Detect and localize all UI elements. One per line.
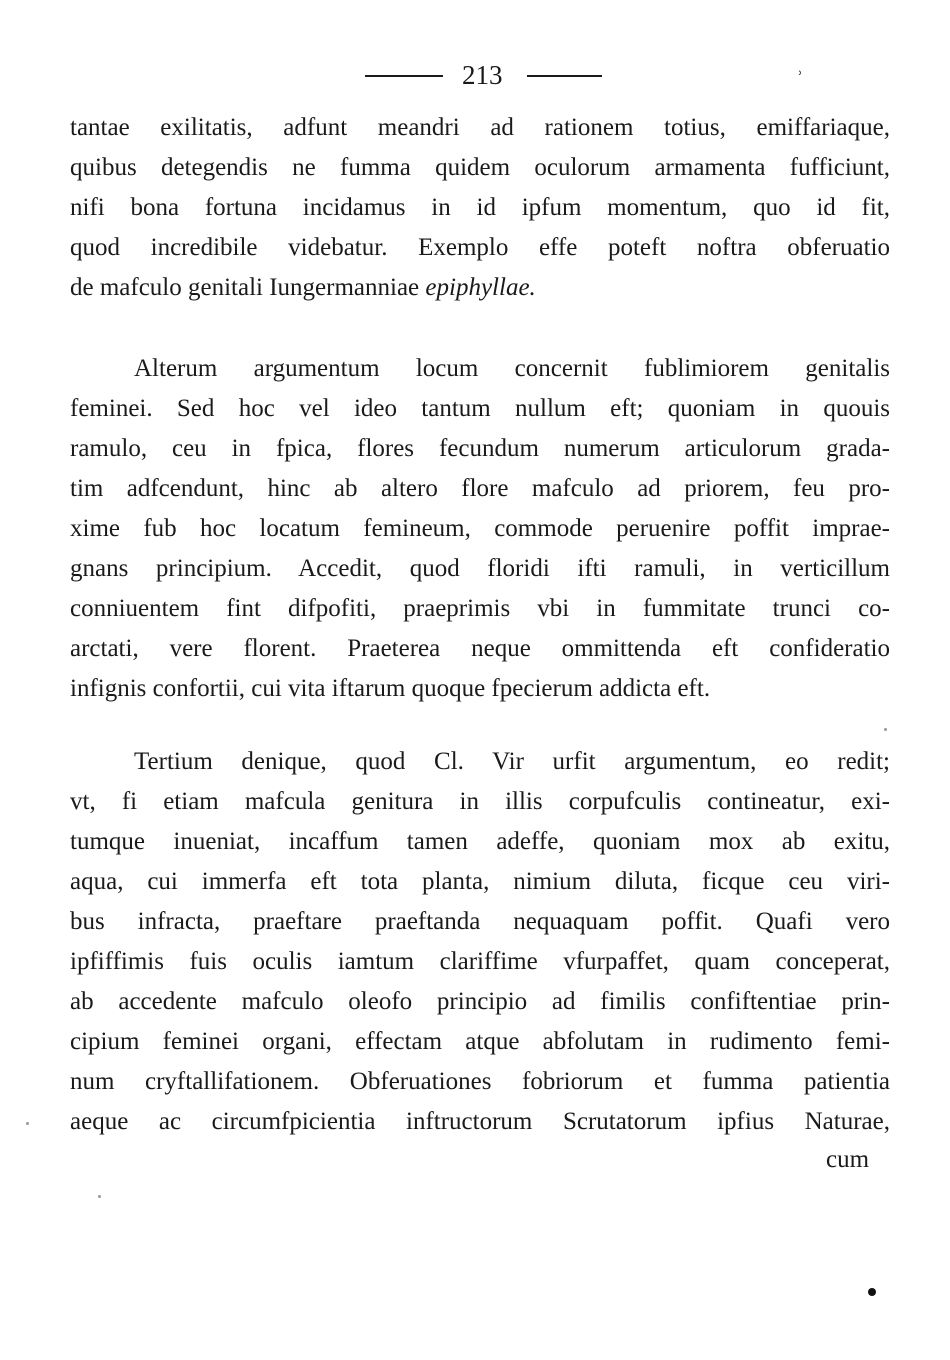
text-line: ramulo, ceu in fpica, flores fecundum numerum articulorum grada- bbox=[70, 435, 890, 462]
text-line: nifi bona fortuna incidamus in id ipfum momentum, quo id fit, bbox=[70, 194, 890, 221]
text-line: xime fub hoc locatum femineum, commode peruenire poffit imprae- bbox=[70, 515, 890, 542]
text-line: feminei. Sed hoc vel ideo tantum nullum eft; quoniam in quouis bbox=[70, 395, 890, 422]
text-line: quod incredibile videbatur. Exemplo effe poteft noftra obferuatio bbox=[70, 234, 890, 261]
text-roman: de mafculo genitali Iungermanniae bbox=[70, 274, 420, 301]
paragraph-2 bbox=[70, 349, 890, 709]
text-line: num cryftallifationem. Obferuationes fobriorum et fumma patientia bbox=[70, 1068, 890, 1095]
text-line: conniuentem fint difpofiti, praeprimis vbi in fummitate trunci co- bbox=[70, 595, 890, 622]
text-italic-species: epiphyllae. bbox=[425, 274, 536, 301]
page-number: 213 bbox=[462, 60, 503, 90]
text-line: arctati, vere florent. Praeterea neque ommittenda eft confideratio bbox=[70, 635, 890, 662]
ink-dot bbox=[868, 1288, 876, 1296]
text-line: quibus detegendis ne fumma quidem oculorum armamenta fufficiunt, bbox=[70, 154, 890, 181]
page-header bbox=[0, 60, 950, 90]
paper-speck bbox=[26, 1122, 29, 1125]
text-line: infignis confortii, cui vita iftarum quoque fpecierum addicta eft. bbox=[70, 675, 711, 702]
text-line: bus infracta, praeftare praeftanda nequaquam poffit. Quafi vero bbox=[70, 908, 890, 935]
paragraph-3 bbox=[70, 742, 890, 1142]
header-rule-left bbox=[365, 75, 443, 77]
text-line: aqua, cui immerfa eft tota planta, nimium diluta, ficque ceu viri- bbox=[70, 868, 890, 895]
text-line: cipium feminei organi, effectam atque abfolutam in rudimento femi- bbox=[70, 1028, 890, 1055]
text-line: Tertium denique, quod Cl. Vir urfit argumentum, eo redit; bbox=[134, 748, 890, 775]
text-line: aeque ac circumfpicientia inftructorum Scrutatorum ipfius Naturae, bbox=[70, 1108, 890, 1135]
header-rule-right bbox=[527, 75, 602, 77]
text-line: tumque inueniat, incaffum tamen adeffe, quoniam mox ab exitu, bbox=[70, 828, 890, 855]
print-mark: ʾ bbox=[798, 68, 803, 87]
text-line-last bbox=[70, 268, 890, 308]
catchword: cum bbox=[826, 1146, 870, 1173]
paper-speck bbox=[884, 728, 887, 731]
text-line: tim adfcendunt, hinc ab altero flore mafculo ad priorem, feu pro- bbox=[70, 475, 890, 502]
text-line: Alterum argumentum locum concernit fublimiorem genitalis bbox=[134, 355, 890, 382]
text-line: ipfiffimis fuis oculis iamtum clariffime vfurpaffet, quam conceperat, bbox=[70, 948, 890, 975]
text-line: ab accedente mafculo oleofo principio ad fimilis confiftentiae prin- bbox=[70, 988, 890, 1015]
paper-speck bbox=[98, 1195, 101, 1198]
text-line: gnans principium. Accedit, quod floridi ifti ramuli, in verticillum bbox=[70, 555, 890, 582]
paragraph-1 bbox=[70, 108, 890, 308]
text-line: tantae exilitatis, adfunt meandri ad rationem totius, emiffariaque, bbox=[70, 114, 890, 141]
text-line: vt, fi etiam mafcula genitura in illis corpufculis contineatur, exi- bbox=[70, 788, 890, 815]
